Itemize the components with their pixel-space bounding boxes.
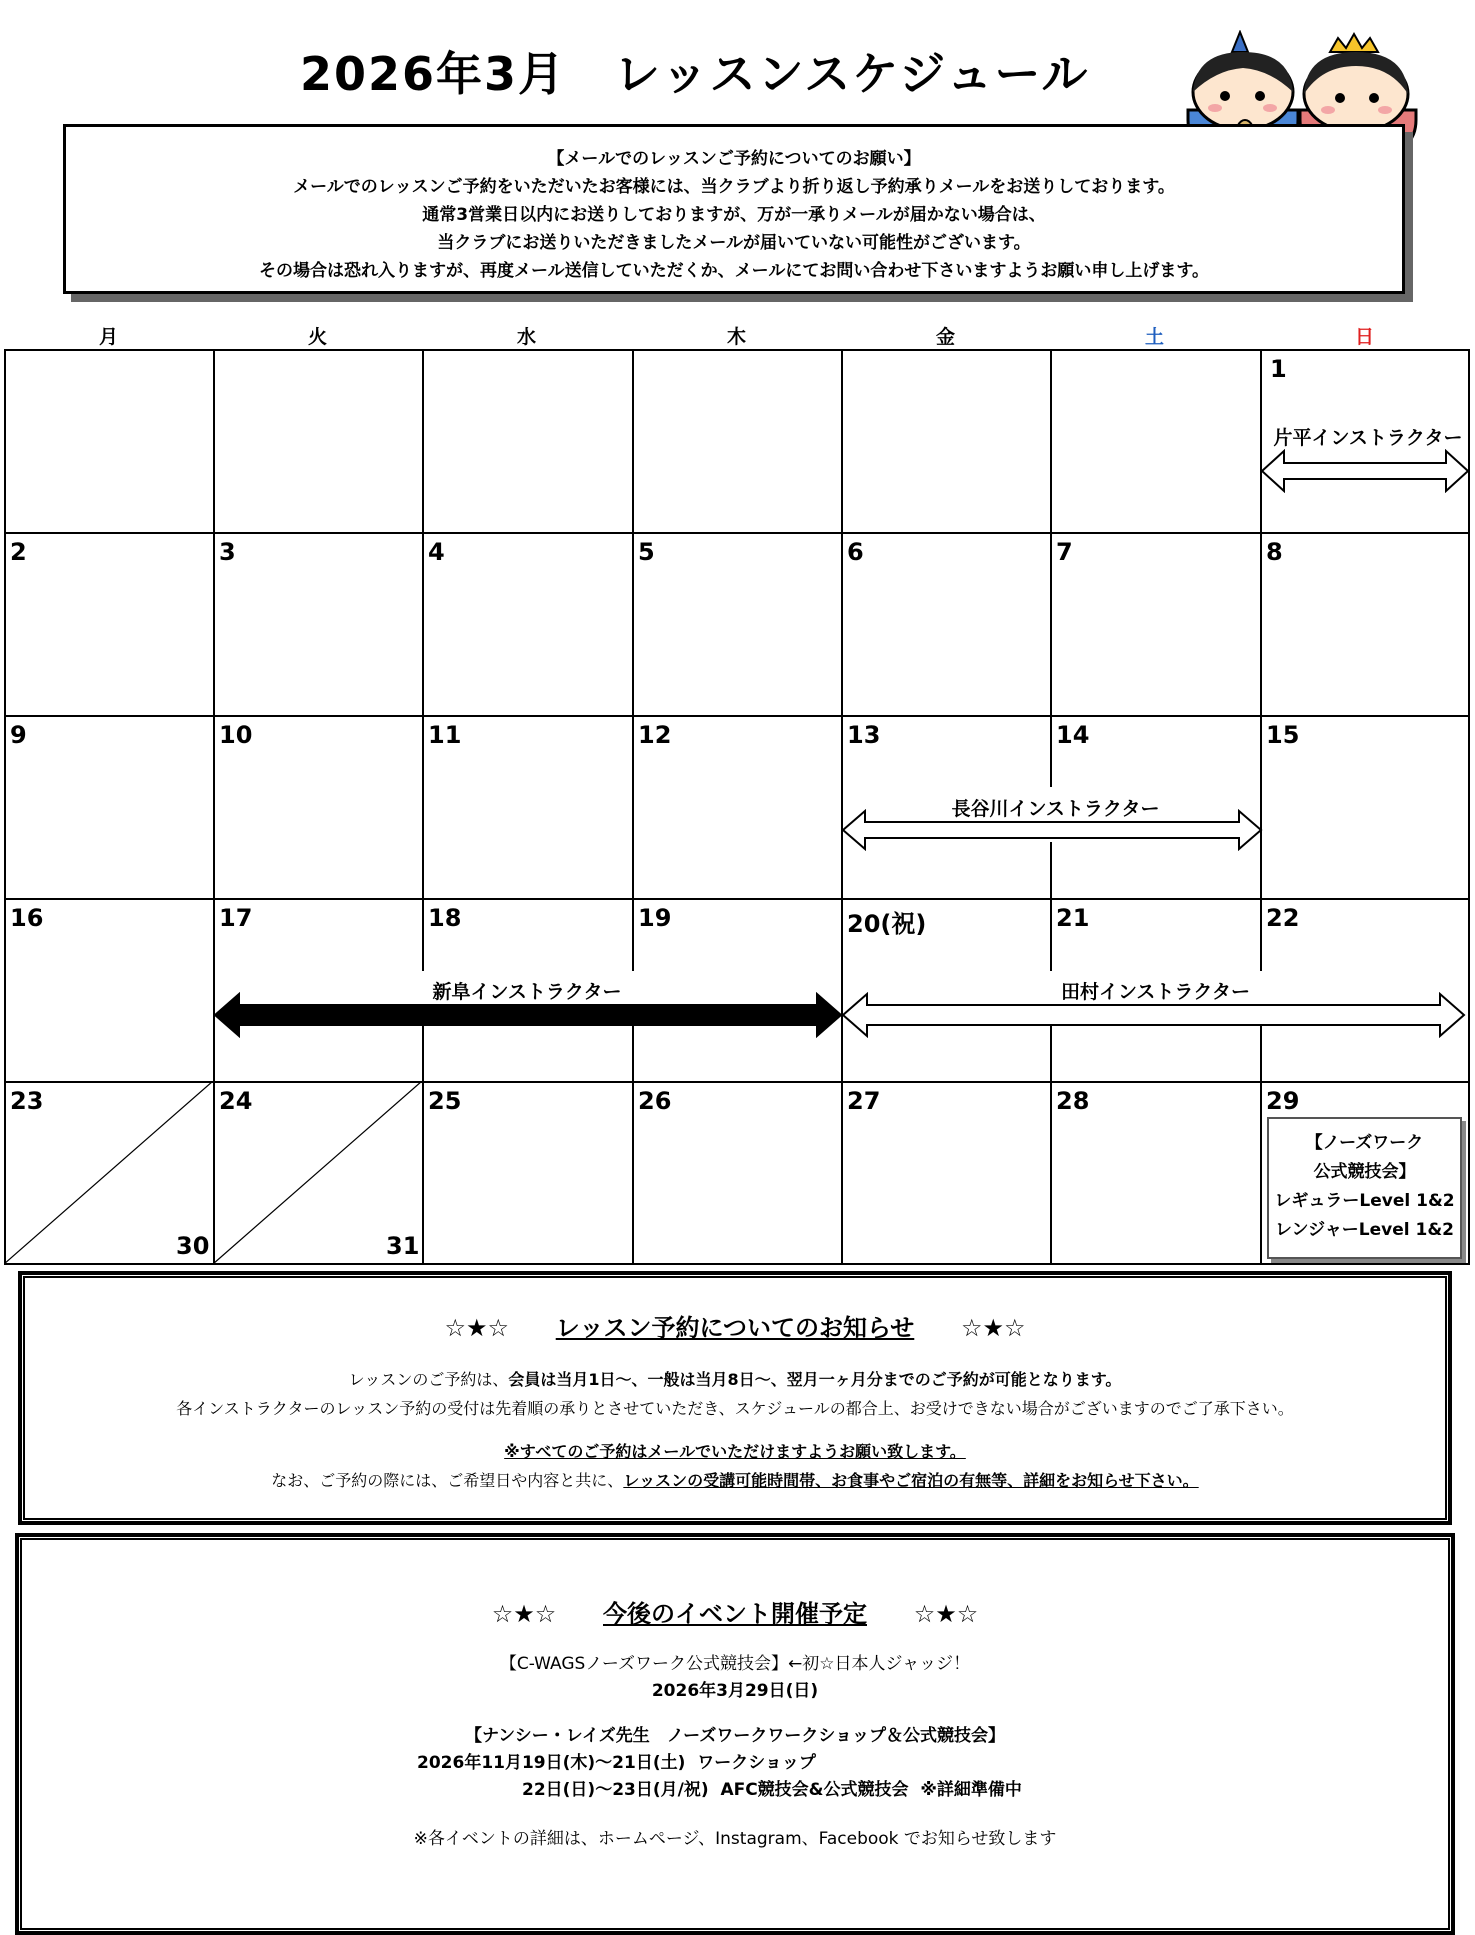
stars-icon: ☆★☆	[444, 1314, 509, 1342]
day-number: 15	[1266, 721, 1300, 749]
day-number: 10	[219, 721, 253, 749]
double-arrow-icon	[841, 809, 1263, 851]
lesson-reservation-notice	[20, 1273, 1450, 1523]
day-number: 8	[1266, 538, 1283, 566]
events-title: 今後のイベント開催予定	[603, 1600, 867, 1628]
event-2-line: 22日(日)～23日(月/祝) AFC競技会&公式競技会 ※詳細準備中	[522, 1780, 1022, 1800]
event-box-line: レンジャーLevel 1&2	[1274, 1220, 1454, 1240]
day-number: 1	[1270, 355, 1287, 383]
stars-icon: ☆★☆	[913, 1600, 979, 1628]
split-cell-diagonals	[4, 1081, 424, 1265]
weekday-wed: 水	[516, 326, 536, 348]
event-box-line: 【ノーズワーク	[1305, 1133, 1424, 1153]
instructor-label-arai: 新阜インストラクター	[432, 981, 622, 1003]
day-number: 6	[847, 538, 864, 566]
day-number: 3	[219, 538, 236, 566]
double-arrow-icon	[841, 992, 1468, 1038]
day-number: 7	[1056, 538, 1073, 566]
event-2-title: 【ナンシー・レイズ先生 ノーズワークワークショップ＆公式競技会】	[464, 1726, 1005, 1746]
lesson-notice-line: 各インストラクターのレッスン予約の受付は先着順の承りとさせていただき、スケジュールの都合上、お受けできない場合がございますのでご了承下さい。	[176, 1399, 1294, 1418]
day-number: 18	[428, 904, 462, 932]
weekday-tue: 火	[307, 326, 327, 348]
day-number: 2	[10, 538, 27, 566]
weekday-sat: 土	[1144, 326, 1164, 348]
day-number: 26	[638, 1087, 672, 1115]
events-heading	[22, 1594, 1448, 1629]
day-number: 22	[1266, 904, 1300, 932]
double-arrow-filled-icon	[213, 992, 845, 1038]
day-number: 14	[1056, 721, 1090, 749]
lesson-notice-heading	[25, 1308, 1445, 1343]
day-number: 13	[847, 721, 881, 749]
calendar-grid	[4, 349, 1470, 1265]
day-number: 4	[428, 538, 445, 566]
stars-icon: ☆★☆	[961, 1314, 1026, 1342]
event-box-line: 公式競技会】	[1313, 1162, 1416, 1182]
mail-notice-heading: 【メールでのレッスンご予約についてのお願い】	[547, 149, 921, 169]
day-number: 28	[1056, 1087, 1090, 1115]
day-number: 30	[176, 1232, 210, 1260]
lesson-notice-line: レッスンのご予約は、会員は当月1日～、一般は当月8日～、翌月一ヶ月分までのご予約が可能となります。	[348, 1370, 1122, 1389]
day-number: 11	[428, 721, 462, 749]
lesson-notice-title: レッスン予約についてのお知らせ	[555, 1314, 915, 1342]
event-1-date: 2026年3月29日(日)	[651, 1681, 819, 1701]
instructor-label-tamura: 田村インストラクター	[1060, 981, 1251, 1003]
day-number-holiday: 20(祝)	[847, 910, 927, 938]
mail-notice-line: 通常3営業日以内にお送りしておりますが、万が一承りメールが届かない場合は、	[422, 205, 1046, 225]
double-arrow-icon	[1260, 449, 1470, 493]
instructor-label-hasegawa: 長谷川インストラクター	[951, 798, 1160, 820]
day-number: 12	[638, 721, 672, 749]
mail-notice-line: メールでのレッスンご予約をいただいたお客様には、当クラブより折り返し予約承りメールをお送りしております。	[293, 177, 1175, 197]
stars-icon: ☆★☆	[491, 1600, 557, 1628]
weekday-sun: 日	[1354, 326, 1374, 348]
nosework-competition-box	[1267, 1117, 1462, 1259]
day-number: 9	[10, 721, 27, 749]
event-2-line: 2026年11月19日(木)～21日(土) ワークショップ	[417, 1753, 816, 1773]
weekday-fri: 金	[935, 326, 955, 348]
day-number: 21	[1056, 904, 1090, 932]
day-number: 25	[428, 1087, 462, 1115]
upcoming-events-box	[17, 1535, 1453, 1933]
mail-reservation-notice	[63, 124, 1405, 294]
day-number: 27	[847, 1087, 881, 1115]
day-number: 17	[219, 904, 253, 932]
lesson-notice-line: ※すべてのご予約はメールでいただけますようお願い致します。	[504, 1442, 966, 1461]
day-number: 23	[10, 1087, 44, 1115]
day-number: 24	[219, 1087, 253, 1115]
weekday-thu: 木	[726, 326, 746, 348]
mail-notice-line: その場合は恐れ入りますが、再度メール送信していただくか、メールにてお問い合わせ下さいますようお願い申し上げます。	[259, 261, 1209, 281]
events-footer: ※各イベントの詳細は、ホームページ、Instagram、Facebook でお知らせ致します	[413, 1829, 1057, 1849]
day-number: 31	[386, 1232, 420, 1260]
instructor-label-katahira: 片平インストラクター	[1273, 427, 1463, 449]
mail-notice-line: 当クラブにお送りいただきましたメールが届いていない可能性がございます。	[437, 233, 1031, 253]
day-number: 5	[638, 538, 655, 566]
event-1-title: 【C-WAGSノーズワーク公式競技会】←初☆日本人ジャッジ！	[499, 1654, 971, 1674]
day-number: 16	[10, 904, 44, 932]
weekday-mon: 月	[98, 326, 118, 348]
event-box-line: レギュラーLevel 1&2	[1274, 1191, 1455, 1211]
page-title: 2026年3月 レッスンスケジュール	[300, 47, 1090, 101]
day-number: 29	[1266, 1087, 1300, 1115]
day-number: 19	[638, 904, 672, 932]
lesson-notice-line: なお、ご予約の際には、ご希望日や内容と共に、レッスンの受講可能時間帯、お食事やご宿泊の有無等、詳細をお知らせ下さい。	[271, 1471, 1199, 1490]
